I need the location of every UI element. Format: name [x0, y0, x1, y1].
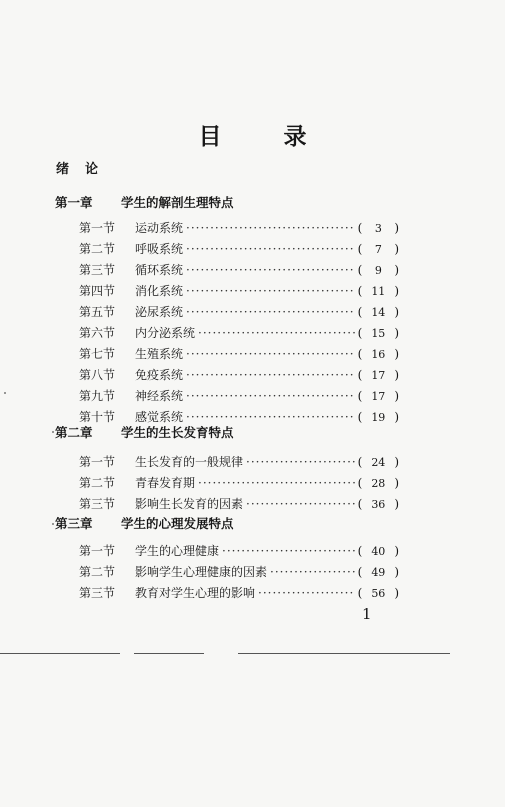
dot-leader: [186, 221, 355, 235]
chapter-number: 第一章: [55, 195, 93, 210]
page-title: [0, 118, 505, 151]
toc-entry: 第十节 感觉系统 ····· ( 19 ): [79, 408, 399, 426]
page-ref: 24: [371, 456, 386, 469]
section-title: 生长发育的一般规律: [135, 455, 244, 469]
dot-leader: [186, 263, 355, 277]
page-ref: 40: [371, 545, 386, 558]
section-title: 生殖系统: [135, 347, 184, 361]
toc-entry: 第五节 泌尿系统 ····· ( 14 ): [79, 303, 399, 321]
page-ref: 9: [374, 264, 382, 277]
chapter-2-heading: [55, 423, 234, 441]
section-title: 消化系统: [135, 284, 184, 298]
scan-speck: [52, 523, 54, 525]
dot-leader: [198, 476, 355, 490]
toc-entry: 第七节 生殖系统 ····· ( 16 ): [79, 345, 399, 363]
page-ref: 28: [371, 477, 386, 490]
dot-leader: [186, 305, 355, 319]
chapter-3-heading: [55, 514, 234, 532]
section-number: 第五节: [79, 305, 116, 319]
section-number: 第七节: [79, 347, 116, 361]
section-number: 第三节: [79, 263, 116, 277]
section-number: 第二节: [79, 476, 116, 490]
page-number: 1: [362, 605, 372, 623]
section-title: 泌尿系统: [135, 305, 184, 319]
toc-entry: 第二节 呼吸系统 ····· ( 7 ): [79, 240, 399, 258]
page-ref: 17: [371, 369, 386, 382]
toc-entry: 第三节 循环系统 ····· ( 9 ): [79, 261, 399, 279]
section-title: 免疫系统: [135, 368, 184, 382]
section-number: 第一节: [79, 544, 116, 558]
page-ref: 11: [371, 285, 386, 298]
scan-line-artifact: [134, 653, 204, 654]
scan-line-artifact: [238, 653, 450, 654]
scan-line-artifact: [0, 653, 120, 654]
chapter-title: 学生的生长发育特点: [121, 425, 234, 440]
section-title: 影响生长发育的因素: [135, 497, 244, 511]
dot-leader: [270, 565, 355, 579]
page-ref: 19: [371, 411, 386, 424]
toc-entry: 第二节 青春发育期 ····· ( 28 ): [79, 474, 399, 492]
dot-leader: [246, 497, 355, 511]
scan-speck: [4, 392, 6, 394]
dot-leader: [186, 389, 355, 403]
chapter-title: 学生的心理发展特点: [121, 516, 234, 531]
section-title: 青春发育期: [135, 476, 196, 490]
scan-speck: [52, 431, 54, 433]
section-title: 运动系统: [135, 221, 184, 235]
page-ref: 17: [371, 390, 386, 403]
section-number: 第九节: [79, 389, 116, 403]
dot-leader: [246, 455, 355, 469]
chapter-1-heading: [55, 193, 234, 211]
section-title: 呼吸系统: [135, 242, 184, 256]
chapter-title: 学生的解剖生理特点: [121, 195, 234, 210]
preface-heading: 绪论: [56, 162, 115, 177]
page-ref: 14: [371, 306, 386, 319]
section-number: 第二节: [79, 565, 116, 579]
toc-entry: 第一节 学生的心理健康 ····· ( 40 ): [79, 542, 399, 560]
section-number: 第八节: [79, 368, 116, 382]
toc-entry: 第二节 影响学生心理健康的因素 ····· ( 49 ): [79, 563, 399, 581]
toc-entry: 第四节 消化系统 ····· ( 11 ): [79, 282, 399, 300]
section-number: 第四节: [79, 284, 116, 298]
dot-leader: [198, 326, 355, 340]
section-number: 第六节: [79, 326, 116, 340]
section-title: 感觉系统: [135, 410, 184, 424]
toc-entry: 第一节 生长发育的一般规律 ····· ( 24 ): [79, 453, 399, 471]
dot-leader: [186, 347, 355, 361]
section-title: 循环系统: [135, 263, 184, 277]
toc-entry: 第三节 教育对学生心理的影响 ····· ( 56 ): [79, 584, 399, 602]
page-ref: 49: [371, 566, 386, 579]
section-number: 第十节: [79, 410, 116, 424]
dot-leader: [186, 284, 355, 298]
dot-leader: [186, 242, 355, 256]
toc-entry: 第一节 运动系统 ····· ( 3 ): [79, 219, 399, 237]
toc-entry: 第六节 内分泌系统 ····· ( 15 ): [79, 324, 399, 342]
section-number: 第一节: [79, 221, 116, 235]
section-number: 第三节: [79, 497, 116, 511]
page-ref: 56: [371, 587, 386, 600]
page-ref: 7: [374, 243, 382, 256]
chapter-number: 第二章: [55, 425, 93, 440]
toc-entry: 第三节 影响生长发育的因素 ····· ( 36 ): [79, 495, 399, 513]
dot-leader: [186, 368, 355, 382]
section-number: 第一节: [79, 455, 116, 469]
page-ref: 16: [371, 348, 386, 361]
section-title: 内分泌系统: [135, 326, 196, 340]
section-title: 影响学生心理健康的因素: [135, 565, 268, 579]
chapter-number: 第三章: [55, 516, 93, 531]
section-title: 学生的心理健康: [135, 544, 220, 558]
page-ref: 3: [374, 222, 382, 235]
section-number: 第三节: [79, 586, 116, 600]
title-char-2: 录: [283, 124, 307, 150]
page-ref: 15: [371, 327, 386, 340]
section-number: 第二节: [79, 242, 116, 256]
page-ref: 36: [371, 498, 386, 511]
toc-entry: 第八节 免疫系统 ····· ( 17 ): [79, 366, 399, 384]
dot-leader: [222, 544, 355, 558]
toc-entry: 第九节 神经系统 ····· ( 17 ): [79, 387, 399, 405]
section-title: 神经系统: [135, 389, 184, 403]
section-title: 教育对学生心理的影响: [135, 586, 256, 600]
dot-leader: [258, 586, 355, 600]
title-char-1: 目: [198, 124, 222, 150]
dot-leader: [186, 410, 355, 424]
